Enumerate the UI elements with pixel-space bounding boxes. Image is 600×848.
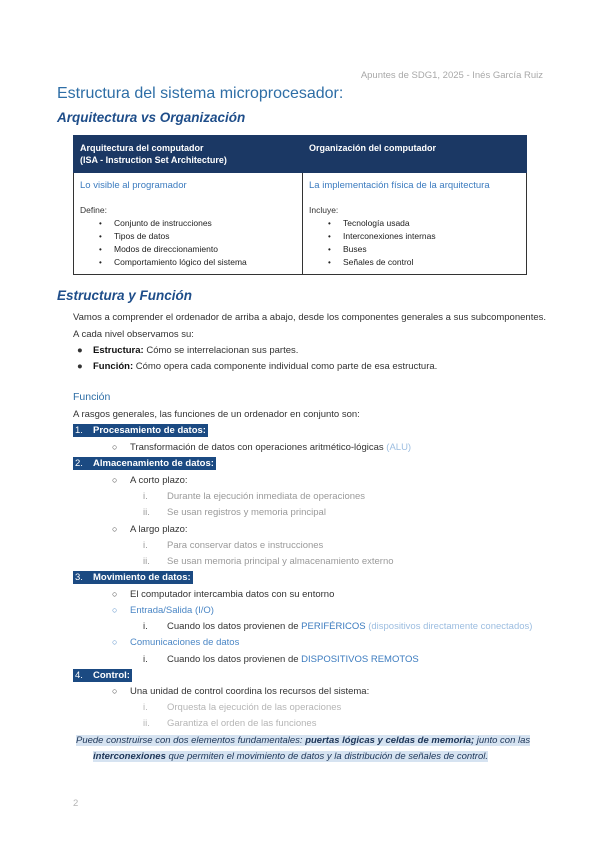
list-item: • Buses	[309, 243, 520, 256]
sub-sub-item: ii. Se usan registros y memoria principal	[143, 507, 326, 518]
sub-sub-item: i. Cuando los datos provienen de PERIFÉRICOS (dispositivos directamente conectados)	[143, 621, 533, 632]
bullet-funcion: ● Función: Cómo opera cada componente individual como parte de esa estructura.	[77, 361, 438, 372]
sub-sub-item: i. Para conservar datos e instrucciones	[143, 540, 324, 551]
sub-item: ○ Transformación de datos con operaciones aritmético-lógicas (ALU)	[112, 442, 412, 453]
circle-bullet-icon: ○	[112, 686, 118, 696]
cell-list	[309, 217, 520, 269]
numbered-item-almacenamiento: 2. Almacenamiento de datos:	[75, 458, 214, 469]
bullet-estructura: ● Estructura: Cómo se interrelacionan sus partes.	[77, 345, 299, 356]
cell-label: Incluye:	[309, 205, 339, 215]
sub-sub-item: i. Cuando los datos provienen de DISPOSITIVOS REMOTOS	[143, 654, 419, 665]
circle-bullet-icon: ○	[112, 524, 118, 534]
sub-item: ○ A largo plazo:	[112, 524, 188, 535]
section-title-estructura: Estructura y Función	[57, 288, 193, 303]
cell-subtitle: La implementación física de la arquitectura	[309, 180, 490, 191]
bullet-icon: ●	[77, 361, 83, 372]
sub-item: ○ Entrada/Salida (I/O)	[112, 605, 214, 616]
cell-subtitle: Lo visible al programador	[80, 180, 187, 191]
note-line-2: interconexiones que permiten el movimiento de datos y la distribución de señales de control.	[93, 751, 488, 762]
page-number: 2	[73, 798, 79, 809]
table-header-arquitectura: Arquitectura del computador (ISA - Instruction Set Architecture)	[74, 136, 303, 173]
cell-label: Define:	[80, 205, 107, 215]
cell-list	[80, 217, 296, 269]
circle-bullet-icon: ○	[112, 637, 118, 647]
comparison-table	[73, 135, 527, 275]
list-item: • Tecnología usada	[309, 217, 520, 230]
bullet-icon: ●	[77, 345, 83, 356]
table-cell-arquitectura	[74, 173, 303, 275]
circle-bullet-icon: ○	[112, 589, 118, 599]
subsection-title-funcion: Función	[73, 391, 111, 403]
numbered-item-procesamiento: 1. Procesamiento de datos:	[75, 425, 206, 436]
sub-item: ○ A corto plazo:	[112, 475, 188, 486]
intro-line-2: A cada nivel observamos su:	[73, 329, 194, 340]
list-item: • Comportamiento lógico del sistema	[80, 256, 296, 269]
list-item: • Modos de direccionamiento	[80, 243, 296, 256]
note-line-1: Puede construirse con dos elementos fundamentales: puertas lógicas y celdas de memoria; junto con las	[76, 735, 531, 746]
intro-line-1: Vamos a comprender el ordenador de arriba a abajo, desde los componentes generales a sus subcomponentes.	[73, 312, 547, 323]
document-title: Estructura del sistema microprocesador:	[57, 85, 344, 102]
list-item: • Interconexiones internas	[309, 230, 520, 243]
sub-item: ○ El computador intercambia datos con su entorno	[112, 589, 335, 600]
sub-sub-item: ii. Se usan memoria principal y almacenamiento externo	[143, 556, 394, 567]
list-item: • Conjunto de instrucciones	[80, 217, 296, 230]
sub-sub-item: ii. Garantiza el orden de las funciones	[143, 718, 317, 729]
circle-bullet-icon: ○	[112, 475, 118, 485]
sub-item: ○ Una unidad de control coordina los recursos del sistema:	[112, 686, 370, 697]
list-item: • Señales de control	[309, 256, 520, 269]
sub-sub-item: i. Orquesta la ejecución de las operaciones	[143, 702, 342, 713]
table-header-organizacion: Organización del computador	[303, 136, 527, 173]
numbered-item-control: 4. Control:	[75, 670, 130, 681]
list-item: • Tipos de datos	[80, 230, 296, 243]
header-note: Apuntes de SDG1, 2025 - Inés García Ruiz	[360, 70, 543, 81]
sub-sub-item: i. Durante la ejecución inmediata de operaciones	[143, 491, 366, 502]
sub-item: ○ Comunicaciones de datos	[112, 637, 240, 648]
section-title-arquitectura: Arquitectura vs Organización	[57, 110, 246, 125]
table-cell-organizacion	[303, 173, 527, 275]
funcion-intro: A rasgos generales, las funciones de un ordenador en conjunto son:	[73, 409, 360, 420]
numbered-item-movimiento: 3. Movimiento de datos:	[75, 572, 191, 583]
circle-bullet-icon: ○	[112, 605, 118, 615]
circle-bullet-icon: ○	[112, 442, 118, 452]
